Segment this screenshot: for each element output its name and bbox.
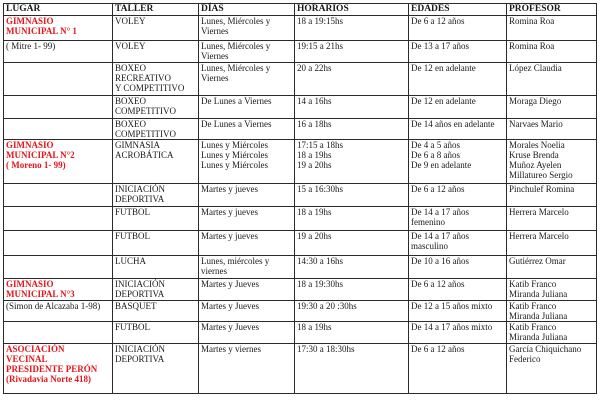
edades-line: De 10 a 16 años <box>411 256 469 266</box>
lugar-line: ( Mitre 1- 99) <box>6 41 56 51</box>
cell-taller <box>113 301 199 322</box>
header-profesor: PROFESOR <box>507 4 597 16</box>
cell-lugar <box>4 96 113 119</box>
cell-horarios <box>295 279 409 301</box>
dias-line: Martes y Jueves <box>201 301 259 311</box>
table-row <box>4 119 597 140</box>
cell-profesor <box>507 41 597 63</box>
profesor-line: Romina Roa <box>509 16 555 26</box>
table-row <box>4 322 597 344</box>
edades-line: De 9 en adelante <box>411 160 472 170</box>
dias-line: De Lunes a Viernes <box>201 119 272 129</box>
edades-line: femenino <box>411 217 445 227</box>
cell-horarios <box>295 63 409 96</box>
table-row <box>4 63 597 96</box>
taller-line: FUTBOL <box>115 322 151 332</box>
horarios-line: 18 a 19:30hs <box>297 279 343 289</box>
lugar-line: VECINAL <box>6 354 48 364</box>
lugar-line: MUNICIPAL N°2 <box>6 150 75 160</box>
edades-line: De 12 a 15 años mixto <box>411 301 493 311</box>
dias-line: Viernes <box>201 73 229 83</box>
cell-horarios <box>295 140 409 184</box>
taller-line: BASQUET <box>115 301 157 311</box>
cell-lugar <box>4 256 113 279</box>
edades-line: De 12 en adelante <box>411 96 476 106</box>
cell-edades <box>409 279 507 301</box>
profesor-line: Gutiérrez Omar <box>509 256 566 266</box>
taller-line: INICIACIÓN <box>115 279 165 289</box>
edades-line: De 6 a 8 años <box>411 150 460 160</box>
dias-line: Martes y viernes <box>201 344 261 354</box>
cell-profesor <box>507 63 597 96</box>
taller-line: LUCHA <box>115 256 146 266</box>
taller-line: INICIACIÓN <box>115 184 165 194</box>
cell-horarios <box>295 207 409 231</box>
cell-profesor <box>507 301 597 322</box>
cell-taller <box>113 184 199 207</box>
taller-line: BOXEO <box>115 119 146 129</box>
cell-edades <box>409 231 507 256</box>
cell-lugar <box>4 344 113 394</box>
taller-line: BOXEO <box>115 63 146 73</box>
cell-taller <box>113 231 199 256</box>
taller-line: Y COMPETITIVO <box>115 83 185 93</box>
cell-edades <box>409 301 507 322</box>
profesor-line: Pinchulef Romina <box>509 184 575 194</box>
header-row <box>4 4 597 16</box>
dias-line: Lunes, Miércoles y <box>201 16 271 26</box>
profesor-line: Romina Roa <box>509 41 555 51</box>
profesor-line: García Chiquichano <box>509 344 582 354</box>
cell-edades <box>409 322 507 344</box>
cell-taller <box>113 322 199 344</box>
table-row <box>4 279 597 301</box>
cell-profesor <box>507 119 597 140</box>
horarios-line: 17:30 a 18:30hs <box>297 344 355 354</box>
cell-horarios <box>295 231 409 256</box>
taller-line: DEPORTIVA <box>115 194 165 204</box>
profesor-line: Herrera Marcelo <box>509 207 569 217</box>
table-row <box>4 184 597 207</box>
edades-line: De 6 a 12 años <box>411 279 465 289</box>
cell-edades <box>409 41 507 63</box>
profesor-line: Miranda Juliana <box>509 332 568 342</box>
taller-line: VOLEY <box>115 16 146 26</box>
lugar-line: MUNICIPAL N°3 <box>6 289 75 299</box>
profesor-line: Katib Franco <box>509 301 557 311</box>
cell-lugar <box>4 301 113 322</box>
table-row <box>4 16 597 41</box>
table-row <box>4 256 597 279</box>
cell-dias <box>199 184 295 207</box>
horarios-line: 15 a 16:30hs <box>297 184 343 194</box>
table-row <box>4 344 597 394</box>
lugar-line: (Rivadavia Norte 418) <box>6 374 91 384</box>
cell-profesor <box>507 256 597 279</box>
horarios-line: 18 a 19:15hs <box>297 16 343 26</box>
cell-taller <box>113 344 199 394</box>
taller-line: BOXEO <box>115 96 146 106</box>
cell-horarios <box>295 256 409 279</box>
taller-line: GIMNASIA <box>115 140 160 150</box>
cell-taller <box>113 63 199 96</box>
cell-edades <box>409 256 507 279</box>
cell-horarios <box>295 96 409 119</box>
schedule-body <box>4 16 597 394</box>
dias-line: viernes <box>201 266 227 276</box>
lugar-line: PRESIDENTE PERÓN <box>6 364 98 374</box>
cell-profesor <box>507 231 597 256</box>
cell-horarios <box>295 322 409 344</box>
taller-line: FUTBOL <box>115 231 151 241</box>
cell-profesor <box>507 184 597 207</box>
cell-edades <box>409 96 507 119</box>
cell-taller <box>113 279 199 301</box>
profesor-line: Miranda Juliana <box>509 311 568 321</box>
cell-horarios <box>295 344 409 394</box>
cell-taller <box>113 119 199 140</box>
cell-dias <box>199 344 295 394</box>
header-horarios: HORARIOS <box>295 4 409 16</box>
horarios-line: 17:15 a 18hs <box>297 140 343 150</box>
horarios-line: 19 a 20hs <box>297 231 332 241</box>
edades-line: De 12 en adelante <box>411 63 476 73</box>
table-row <box>4 231 597 256</box>
horarios-line: 18 a 19hs <box>297 322 332 332</box>
profesor-line: Katib Franco <box>509 322 557 332</box>
lugar-line: MUNICIPAL N° 1 <box>6 26 77 36</box>
cell-dias <box>199 119 295 140</box>
lugar-line: (Simon de Alcazaba 1-98) <box>6 301 101 311</box>
cell-lugar <box>4 63 113 96</box>
profesor-line: López Claudia <box>509 63 562 73</box>
taller-line: INICIACIÓN <box>115 344 165 354</box>
cell-edades <box>409 207 507 231</box>
cell-dias <box>199 63 295 96</box>
profesor-line: Millatureo Sergio <box>509 170 573 180</box>
cell-dias <box>199 140 295 184</box>
edades-line: De 6 a 12 años <box>411 184 465 194</box>
edades-line: De 13 a 17 años <box>411 41 469 51</box>
profesor-line: Miranda Juliana <box>509 289 568 299</box>
lugar-line: GIMNASIO <box>6 16 54 26</box>
cell-lugar <box>4 207 113 231</box>
lugar-line: GIMNASIO <box>6 279 54 289</box>
table-row <box>4 140 597 184</box>
cell-taller <box>113 207 199 231</box>
dias-line: Martes y jueves <box>201 231 258 241</box>
cell-lugar <box>4 140 113 184</box>
cell-lugar <box>4 41 113 63</box>
cell-dias <box>199 279 295 301</box>
cell-lugar <box>4 322 113 344</box>
cell-dias <box>199 301 295 322</box>
cell-edades <box>409 344 507 394</box>
schedule-table <box>3 3 597 394</box>
cell-profesor <box>507 279 597 301</box>
cell-dias <box>199 41 295 63</box>
cell-taller <box>113 140 199 184</box>
profesor-line: Federico <box>509 354 541 364</box>
table-row <box>4 207 597 231</box>
cell-edades <box>409 16 507 41</box>
taller-line: DEPORTIVA <box>115 354 165 364</box>
cell-dias <box>199 256 295 279</box>
taller-line: DEPORTIVA <box>115 289 165 299</box>
horarios-line: 16 a 18hs <box>297 119 332 129</box>
dias-line: Martes y Jueves <box>201 322 259 332</box>
horarios-line: 18 a 19hs <box>297 207 332 217</box>
profesor-line: Herrera Marcelo <box>509 231 569 241</box>
horarios-line: 14 a 16hs <box>297 96 332 106</box>
cell-edades <box>409 119 507 140</box>
horarios-line: 19:15 a 21hs <box>297 41 343 51</box>
cell-lugar <box>4 119 113 140</box>
cell-taller <box>113 96 199 119</box>
dias-line: Lunes, miércoles y <box>201 256 270 266</box>
table-row <box>4 301 597 322</box>
cell-horarios <box>295 184 409 207</box>
cell-edades <box>409 140 507 184</box>
dias-line: Viernes <box>201 26 229 36</box>
taller-line: FUTBOL <box>115 207 151 217</box>
cell-edades <box>409 63 507 96</box>
cell-dias <box>199 16 295 41</box>
dias-line: Lunes, Miércoles y <box>201 41 271 51</box>
horarios-line: 14:30 a 16hs <box>297 256 343 266</box>
profesor-line: Muñoz Ayelen <box>509 160 562 170</box>
horarios-line: 20 a 22hs <box>297 63 332 73</box>
edades-line: De 14 a 17 años <box>411 231 469 241</box>
cell-taller <box>113 16 199 41</box>
taller-line: COMPETITIVO <box>115 106 176 116</box>
cell-horarios <box>295 41 409 63</box>
cell-profesor <box>507 322 597 344</box>
taller-line: COMPETITIVO <box>115 129 176 139</box>
cell-profesor <box>507 207 597 231</box>
dias-line: Lunes, Miércoles y <box>201 63 271 73</box>
dias-line: Lunes y Miércoles <box>201 160 268 170</box>
cell-profesor <box>507 140 597 184</box>
edades-line: De 14 a 17 años <box>411 207 469 217</box>
dias-line: Martes y jueves <box>201 184 258 194</box>
cell-profesor <box>507 344 597 394</box>
cell-edades <box>409 184 507 207</box>
cell-lugar <box>4 16 113 41</box>
taller-line: VOLEY <box>115 41 146 51</box>
horarios-line: 19:30 a 20 :30hs <box>297 301 357 311</box>
table-row <box>4 96 597 119</box>
cell-horarios <box>295 16 409 41</box>
edades-line: De 4 a 5 años <box>411 140 460 150</box>
header-lugar: LUGAR <box>4 4 113 16</box>
cell-dias <box>199 207 295 231</box>
dias-line: Viernes <box>201 51 229 61</box>
profesor-line: Morales Noelia <box>509 140 565 150</box>
cell-dias <box>199 322 295 344</box>
dias-line: Lunes y Miércoles <box>201 140 268 150</box>
cell-lugar <box>4 184 113 207</box>
dias-line: Martes y jueves <box>201 207 258 217</box>
edades-line: De 6 a 12 años <box>411 344 465 354</box>
profesor-line: Kruse Brenda <box>509 150 559 160</box>
profesor-line: Katib Franco <box>509 279 557 289</box>
cell-lugar <box>4 231 113 256</box>
horarios-line: 19 a 20hs <box>297 160 332 170</box>
edades-line: masculino <box>411 241 448 251</box>
cell-profesor <box>507 16 597 41</box>
edades-line: De 14 años en adelante <box>411 119 495 129</box>
dias-line: Lunes y Miércoles <box>201 150 268 160</box>
cell-dias <box>199 231 295 256</box>
cell-horarios <box>295 301 409 322</box>
lugar-line: ( Moreno 1- 99) <box>6 160 66 170</box>
cell-profesor <box>507 96 597 119</box>
table-row <box>4 41 597 63</box>
lugar-line: GIMNASIO <box>6 140 54 150</box>
edades-line: De 14 a 17 años mixto <box>411 322 493 332</box>
header-taller: TALLER <box>113 4 199 16</box>
horarios-line: 18 a 19hs <box>297 150 332 160</box>
header-edades: EDADES <box>409 4 507 16</box>
cell-horarios <box>295 119 409 140</box>
dias-line: Martes y Jueves <box>201 279 259 289</box>
taller-line: ACROBÁTICA <box>115 150 174 160</box>
lugar-line: ASOCIACIÓN <box>6 344 65 354</box>
profesor-line: Narvaes Mario <box>509 119 563 129</box>
edades-line: De 6 a 12 años <box>411 16 465 26</box>
cell-dias <box>199 96 295 119</box>
dias-line: De Lunes a Viernes <box>201 96 272 106</box>
taller-line: RECREATIVO <box>115 73 171 83</box>
header-dias: DÍAS <box>199 4 295 16</box>
cell-taller <box>113 256 199 279</box>
profesor-line: Moraga Diego <box>509 96 562 106</box>
cell-lugar <box>4 279 113 301</box>
cell-taller <box>113 41 199 63</box>
